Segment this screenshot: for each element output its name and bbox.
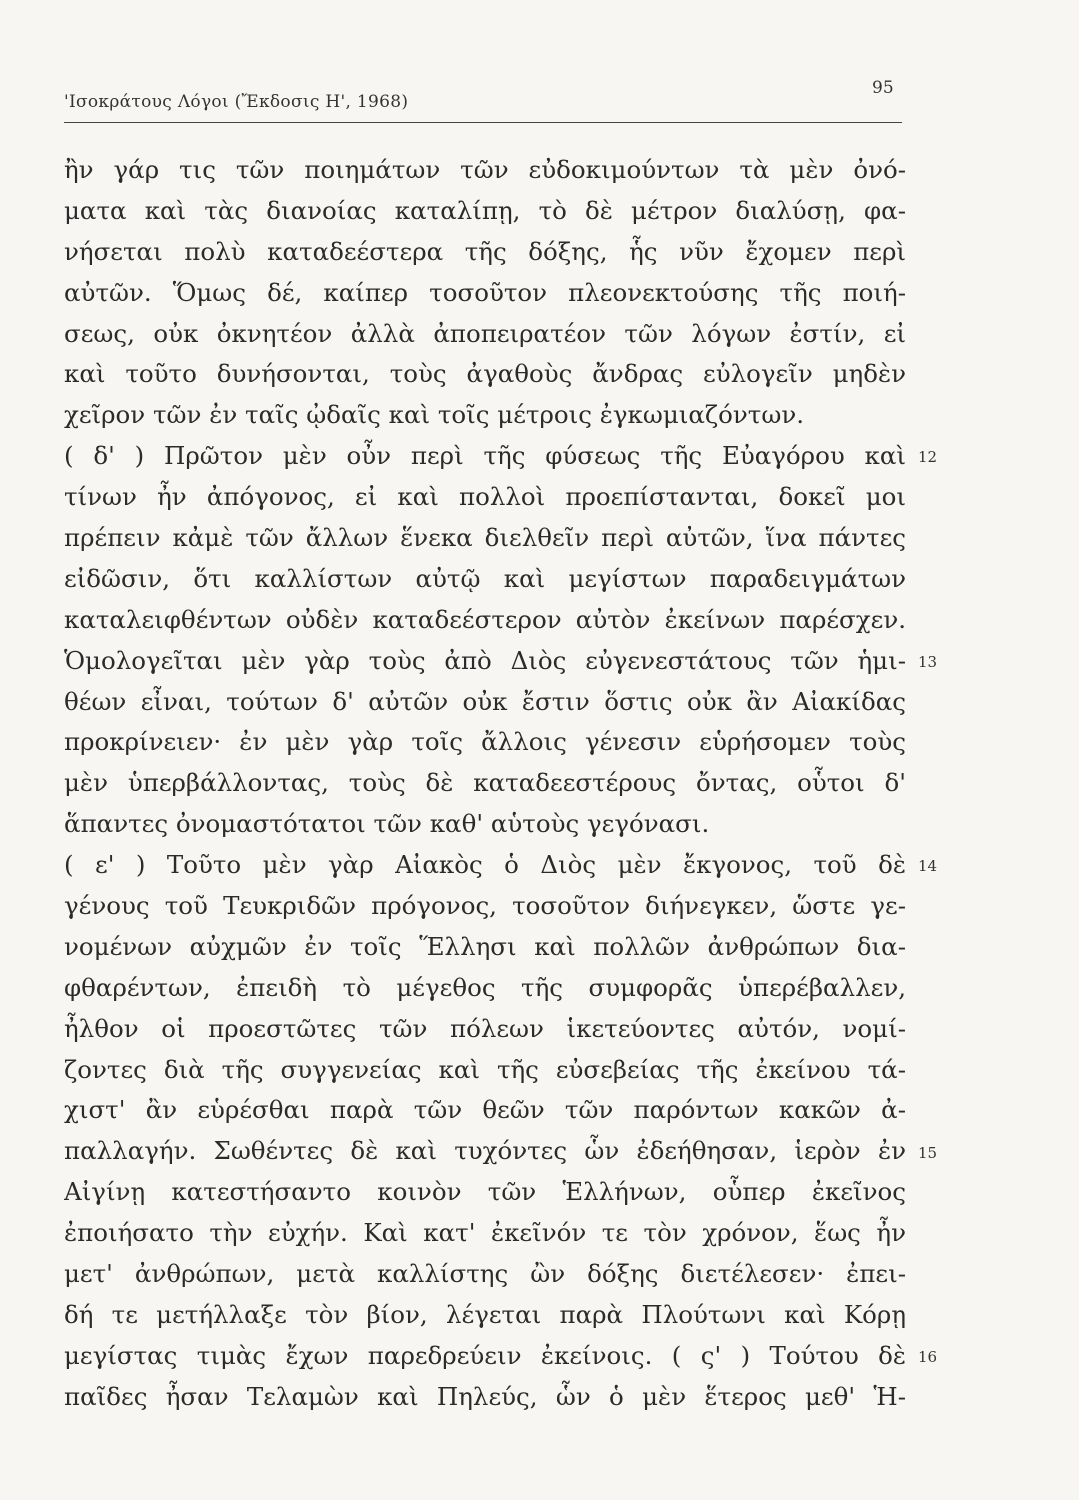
text-line: παλλαγήν. Σωθέντες δὲ καὶ τυχόντες ὧν ἐδεήθησαν, ἱερὸν ἐν bbox=[64, 1136, 906, 1166]
text-line: εἰδῶσιν, ὅτι καλλίστων αὐτῷ καὶ μεγίστων παραδειγμάτων bbox=[64, 563, 906, 593]
text-line: χιστ' ἂν εὑρέσθαι παρὰ τῶν θεῶν τῶν παρόντων κακῶν ἀ- bbox=[64, 1095, 906, 1125]
text-line: χεῖρον τῶν ἐν ταῖς ᾠδαῖς καὶ τοῖς μέτροις ἐγκωμιαζόντων. bbox=[64, 400, 805, 430]
section-number: 13 bbox=[918, 652, 938, 671]
section-number: 12 bbox=[918, 448, 938, 467]
text-line: τίνων ἦν ἀπόγονος, εἰ καὶ πολλοὶ προεπίστανται, δοκεῖ μοι bbox=[64, 482, 906, 512]
text-line: νομένων αὐχμῶν ἐν τοῖς Ἕλλησι καὶ πολλῶν ἀνθρώπων δια- bbox=[64, 931, 906, 961]
text-line: ( δ' ) Πρῶτον μὲν οὖν περὶ τῆς φύσεως τῆς Εὐαγόρου καὶ bbox=[64, 441, 906, 471]
section-number: 15 bbox=[918, 1143, 938, 1162]
text-line: ματα καὶ τὰς διανοίας καταλίπῃ, τὸ δὲ μέτρον διαλύσῃ, φα- bbox=[64, 195, 906, 225]
text-line: μὲν ὑπερβάλλοντας, τοὺς δὲ καταδεεστέρους ὄντας, οὗτοι δ' bbox=[64, 768, 906, 798]
text-line: Αἰγίνῃ κατεστήσαντο κοινὸν τῶν Ἑλλήνων, οὗπερ ἐκεῖνος bbox=[64, 1177, 906, 1207]
text-line: δή τε μετήλλαξε τὸν βίον, λέγεται παρὰ Πλούτωνι καὶ Κόρῃ bbox=[64, 1299, 906, 1329]
text-line: καὶ τοῦτο δυνήσονται, τοὺς ἀγαθοὺς ἄνδρας εὐλογεῖν μηδὲν bbox=[64, 359, 906, 389]
text-line: γένους τοῦ Τευκριδῶν πρόγονος, τοσοῦτον διήνεγκεν, ὥστε γε- bbox=[64, 891, 906, 921]
text-line: πρέπειν κἀμὲ τῶν ἄλλων ἕνεκα διελθεῖν περὶ αὐτῶν, ἵνα πάντες bbox=[64, 523, 906, 553]
text-line: αὐτῶν. Ὅμως δέ, καίπερ τοσοῦτον πλεονεκτούσης τῆς ποιή- bbox=[64, 277, 906, 307]
header-rule bbox=[64, 122, 902, 123]
text-line: προκρίνειεν· ἐν μὲν γὰρ τοῖς ἄλλοις γένεσιν εὑρήσομεν τοὺς bbox=[64, 727, 906, 757]
text-line: νήσεται πολὺ καταδεέστερα τῆς δόξης, ἧς νῦν ἔχομεν περὶ bbox=[64, 236, 906, 266]
text-line: ζοντες διὰ τῆς συγγενείας καὶ τῆς εὐσεβείας τῆς ἐκείνου τά- bbox=[64, 1054, 906, 1084]
body-text bbox=[64, 150, 914, 1418]
text-line: σεως, οὐκ ὀκνητέον ἀλλὰ ἀποπειρατέον τῶν λόγων ἐστίν, εἰ bbox=[64, 318, 906, 348]
section-number: 14 bbox=[918, 857, 938, 876]
text-line: μεγίστας τιμὰς ἔχων παρεδρεύειν ἐκείνοις. ( ς' ) Τούτου δὲ bbox=[64, 1340, 906, 1370]
text-line: μετ' ἀνθρώπων, μετὰ καλλίστης ὢν δόξης διετέλεσεν· ἐπει- bbox=[64, 1259, 906, 1289]
text-line: Ὁμολογεῖται μὲν γὰρ τοὺς ἀπὸ Διὸς εὐγενεστάτους τῶν ἡμι- bbox=[64, 645, 906, 675]
text-line: ἢν γάρ τις τῶν ποιημάτων τῶν εὐδοκιμούντων τὰ μὲν ὀνό- bbox=[64, 155, 906, 184]
text-line: φθαρέντων, ἐπειδὴ τὸ μέγεθος τῆς συμφορᾶς ὑπερέβαλλεν, bbox=[64, 972, 906, 1002]
text-line: ἦλθον οἱ προεστῶτες τῶν πόλεων ἱκετεύοντες αὐτόν, νομί- bbox=[64, 1013, 906, 1043]
section-number: 16 bbox=[918, 1348, 938, 1367]
text-line: παῖδες ἦσαν Τελαμὼν καὶ Πηλεύς, ὧν ὁ μὲν ἕτερος μεθ' Ἡ- bbox=[64, 1381, 906, 1411]
running-head: 'Ισοκράτους Λόγοι (Ἔκδοσις Η', 1968) bbox=[64, 92, 409, 112]
text-line: ἐποιήσατο τὴν εὐχήν. Καὶ κατ' ἐκεῖνόν τε τὸν χρόνον, ἕως ἦν bbox=[64, 1218, 906, 1248]
page-number: 95 bbox=[872, 78, 894, 98]
text-line: καταλειφθέντων οὐδὲν καταδεέστερον αὐτὸν ἐκείνων παρέσχεν. bbox=[64, 604, 906, 634]
text-line: ἅπαντες ὀνομαστότατοι τῶν καθ' αὑτοὺς γεγόνασι. bbox=[64, 809, 710, 839]
text-line: θέων εἶναι, τούτων δ' αὐτῶν οὐκ ἔστιν ὅστις οὐκ ἂν Αἰακίδας bbox=[64, 686, 906, 716]
text-line: ( ε' ) Τοῦτο μὲν γὰρ Αἰακὸς ὁ Διὸς μὲν ἔκγονος, τοῦ δὲ bbox=[64, 850, 906, 880]
